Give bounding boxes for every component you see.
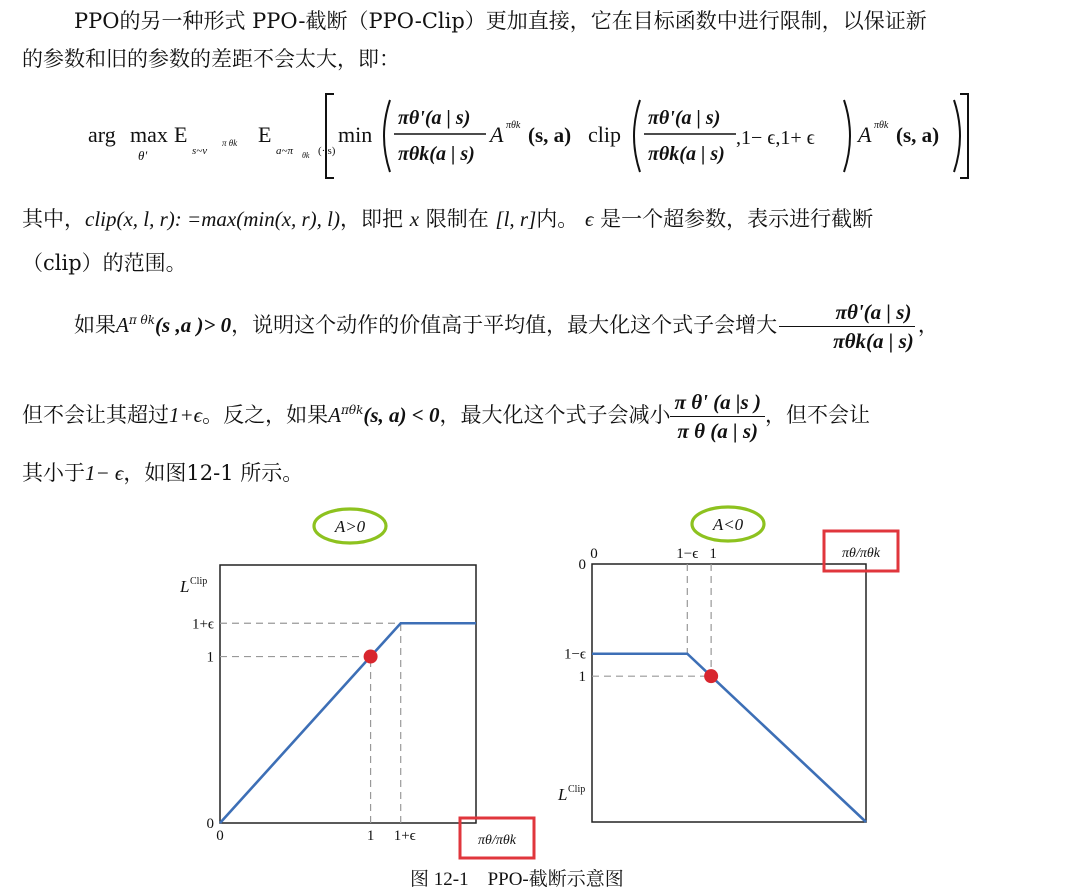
eq-max: max — [130, 122, 168, 147]
eq-clip-tail: ,1− ϵ,1+ ϵ — [736, 127, 815, 149]
y-tick-label: 1 — [578, 669, 586, 686]
y-axis-label-superscript: Clip — [568, 784, 586, 795]
eq-arg: arg — [88, 122, 116, 147]
paragraph-2-line-2: （clip）的范围。 — [22, 251, 187, 275]
p3-end: ， — [917, 313, 939, 337]
paragraph-2-line-1 — [22, 200, 1052, 238]
eq-A2: A — [858, 122, 872, 147]
data-point-marker — [364, 650, 378, 664]
p2-text-e: 是一个超参数，表示进行截断 — [600, 207, 874, 231]
paragraph-4 — [22, 388, 1052, 445]
chart-title: A<0 — [712, 515, 744, 534]
p3-frac-den: πθk(a | s) — [833, 329, 914, 353]
paragraph-1-line-2: 的参数和旧的参数的差距不会太大，即： — [22, 47, 400, 71]
eq-frac2-den: πθk(a | s) — [648, 143, 725, 165]
chart-a-positive — [180, 509, 534, 858]
eq-frac2-num: πθ'(a | s) — [648, 107, 721, 129]
ppo-clip-figure — [180, 500, 920, 862]
y-tick-label: 0 — [578, 557, 586, 573]
eq-E2: E — [258, 122, 272, 147]
series-line — [592, 654, 866, 822]
eq-E2-sub: a~π — [276, 145, 293, 157]
chart-title: A>0 — [334, 517, 366, 536]
p2-clip-def: clip(x, l, r): =max(min(x, r), l) — [85, 207, 341, 231]
eq-min: min — [338, 122, 373, 147]
p4-text4: ，但不会让 — [764, 403, 870, 427]
p2-interval: [l, r] — [495, 207, 537, 231]
ppo-clip-objective-equation — [88, 90, 988, 182]
eq-max-under: θ' — [138, 148, 148, 163]
p5-text1: 其小于 — [22, 461, 85, 485]
p5-bound: 1− ϵ — [85, 461, 124, 485]
p4-A-sup: πθk — [340, 403, 364, 417]
p4-A: A — [328, 403, 341, 427]
y-axis-label-superscript: Clip — [190, 576, 208, 587]
chart-a-negative — [557, 507, 898, 822]
x-tick-label: 1+ϵ — [393, 828, 416, 844]
x-tick-label: 0 — [590, 546, 598, 562]
eq-A2-args: (s, a) — [896, 123, 940, 147]
y-tick-label: 1+ϵ — [191, 616, 214, 633]
p2-x: x — [409, 207, 420, 231]
paragraph-1-line-1: PPO的另一种形式 PPO-截断（PPO-Clip）更加直接，它在目标函数中进行限制，以保证新 — [74, 9, 927, 33]
p5-text2: ，如图12-1 所示。 — [123, 461, 304, 485]
p3-text: ，说明这个动作的价值高于平均值，最大化这个式子会增大 — [231, 313, 778, 337]
eq-E2-subk: θk — [302, 151, 310, 160]
p4-frac-num: π θ' (a |s ) — [670, 388, 764, 417]
paragraph-1 — [22, 2, 1052, 78]
x-tick-label: 1−ϵ — [676, 546, 699, 562]
p3-cond: (s ,a )> 0 — [155, 313, 232, 337]
p4-ratio-fraction — [670, 388, 764, 445]
p3-A: A — [116, 313, 129, 337]
p3-frac-num: πθ'(a | s) — [779, 298, 915, 327]
eq-A1-args: (s, a) — [528, 123, 572, 147]
p2-text-a: 其中， — [22, 207, 85, 231]
eq-frac1-num: πθ'(a | s) — [398, 107, 471, 129]
p2-text-c: 限制在 — [425, 207, 489, 231]
p4-text2: 。反之，如果 — [202, 403, 329, 427]
paragraph-2 — [22, 200, 1052, 282]
paragraph-3 — [22, 298, 1052, 355]
eq-A1: A — [490, 122, 504, 147]
eq-E1: E — [174, 122, 188, 147]
paragraph-5 — [22, 454, 1052, 492]
y-axis-label: L — [558, 785, 568, 804]
p4-bound1: 1+ϵ — [169, 403, 203, 427]
p3-A-sup: π θk — [128, 313, 156, 327]
p2-eps: ϵ — [584, 207, 594, 231]
data-point-marker — [704, 669, 718, 683]
p4-frac-den: π θ (a | s) — [677, 419, 759, 443]
x-tick-label: 0 — [216, 828, 224, 844]
y-tick-label: 0 — [206, 816, 214, 832]
eq-E1-sub: s~ν — [192, 145, 208, 157]
p2-text-b: ，即把 — [340, 207, 404, 231]
eq-E2-tail: (·|s) — [318, 145, 336, 157]
x-axis-label: πθ/πθk — [842, 546, 880, 561]
y-tick-label: 1 — [206, 649, 214, 666]
eq-A2-sup: πθk — [874, 120, 889, 131]
p2-text-d: 内。 — [536, 207, 579, 231]
eq-clip: clip — [588, 122, 621, 147]
eq-E1-sup: π θk — [222, 138, 238, 148]
figure-caption: 图 12-1 PPO-截断示意图 — [410, 869, 624, 890]
p4-text1: 但不会让其超过 — [22, 403, 169, 427]
series-line — [220, 623, 476, 823]
x-tick-label: 1 — [366, 828, 375, 844]
y-tick-label: 1−ϵ — [563, 646, 586, 663]
x-axis-label: πθ/πθk — [478, 833, 516, 848]
x-tick-label: 1 — [709, 546, 717, 562]
y-axis-label: L — [180, 577, 190, 596]
p4-text3: ，最大化这个式子会减小 — [439, 403, 671, 427]
eq-frac1-den: πθk(a | s) — [398, 143, 475, 165]
p4-cond: (s, a) < 0 — [363, 403, 440, 427]
plot-frame — [220, 565, 476, 823]
eq-A1-sup: πθk — [506, 120, 521, 131]
p3-ratio-fraction — [777, 298, 918, 355]
p3-prefix: 如果 — [74, 313, 116, 337]
